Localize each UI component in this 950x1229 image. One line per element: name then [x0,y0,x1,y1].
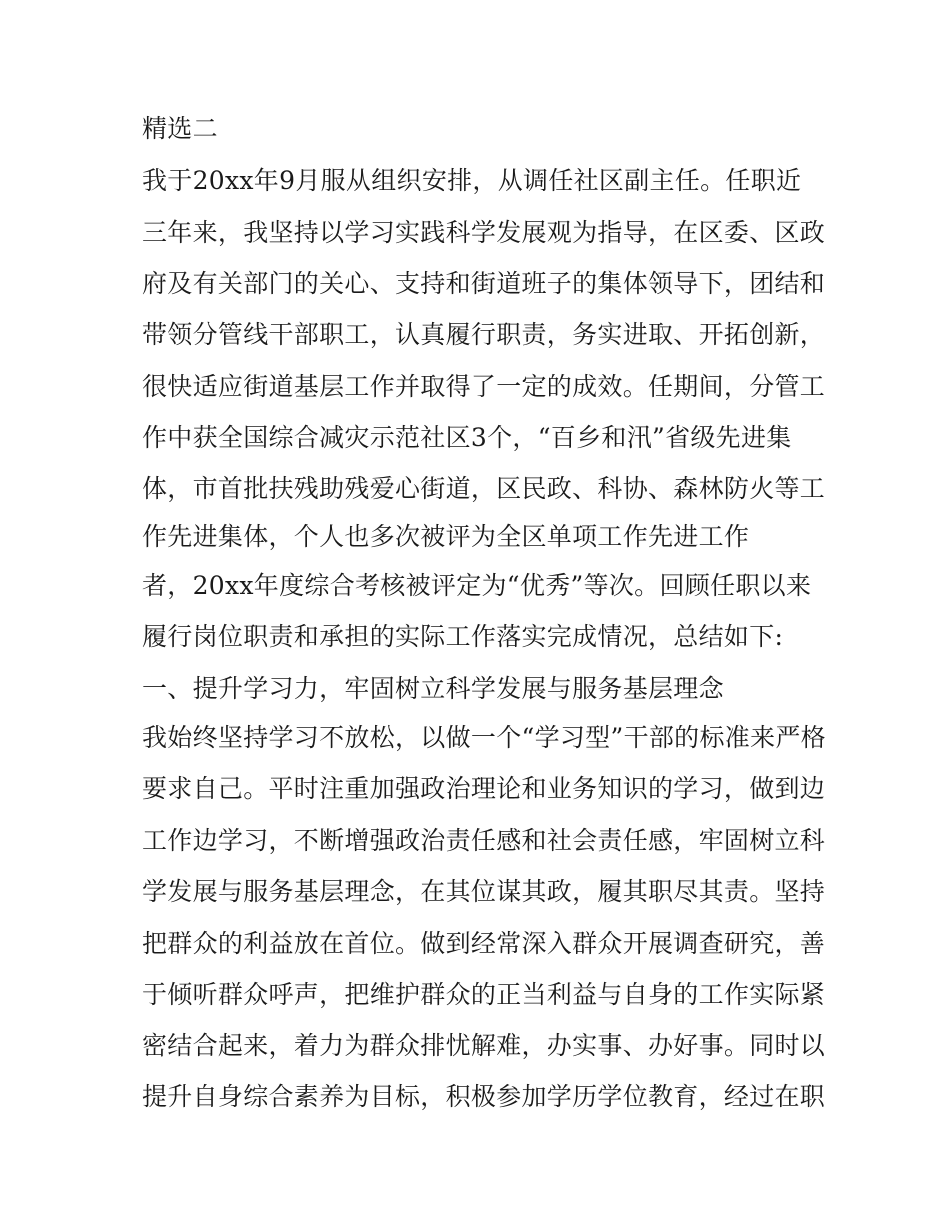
text-line: 我始终坚持学习不放松，以做一个“学习型”干部的标准来严格 [142,723,826,752]
section-heading: 精选二 [142,114,218,143]
text-line: 者，20xx年度综合考核被评定为“优秀”等次。回顾任职以来 [142,571,812,600]
text-line: 带领分管线干部职工，认真履行职责，务实进取、开拓创新， [142,320,826,349]
subheading: 一、提升学习力，牢固树立科学发展与服务基层理念 [142,674,724,703]
text-line: 于倾听群众呼声，把维护群众的正当利益与自身的工作实际紧 [142,980,826,1009]
text-line: 密结合起来，着力为群众排忧解难，办实事、办好事。同时以 [142,1031,826,1060]
text-line: 我于20xx年9月服从组织安排，从调任社区副主任。任职近 [142,166,802,195]
text-line: 要求自己。平时注重加强政治理论和业务知识的学习，做到边 [142,774,826,803]
text-line: 府及有关部门的关心、支持和街道班子的集体领导下，团结和 [142,269,826,298]
text-line: 提升自身综合素养为目标，积极参加学历学位教育，经过在职 [142,1082,826,1111]
text-line: 很快适应街道基层工作并取得了一定的成效。任期间，分管工 [142,372,826,401]
text-line: 工作边学习，不断增强政治责任感和社会责任感，牢固树立科 [142,826,826,855]
text-line: 学发展与服务基层理念，在其位谋其政，履其职尽其责。坚持 [142,877,826,906]
text-line: 三年来，我坚持以学习实践科学发展观为指导，在区委、区政 [142,218,826,247]
text-line: 把群众的利益放在首位。做到经常深入群众开展调查研究，善 [142,929,826,958]
text-line: 体，市首批扶残助残爱心街道，区民政、科协、森林防火等工 [142,474,826,503]
text-line: 作中获全国综合减灾示范社区3个，“百乡和汛”省级先进集 [142,423,792,452]
text-line: 作先进集体，个人也多次被评为全区单项工作先进工作 [142,522,750,551]
text-line: 履行岗位职责和承担的实际工作落实完成情况，总结如下: [142,622,784,651]
